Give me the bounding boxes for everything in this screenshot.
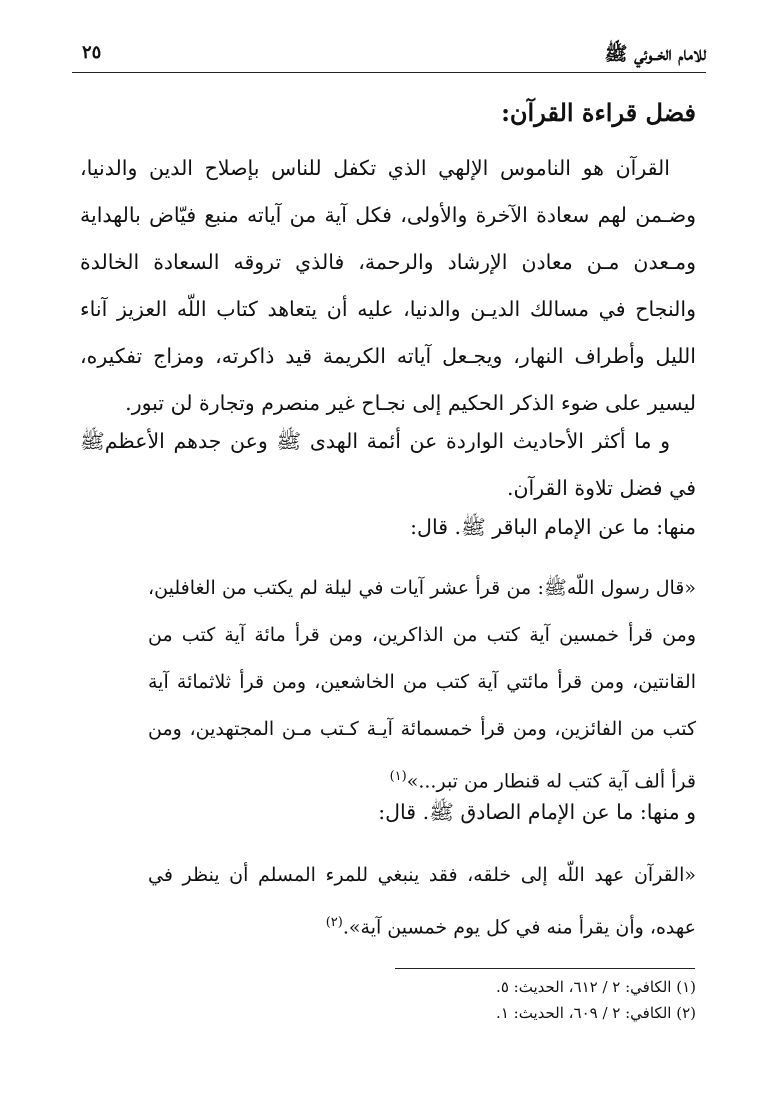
footnote-ref-2: (٢) xyxy=(325,915,343,930)
body-paragraph-1: القرآن هو الناموس الإلهي الذي تكفل للناس بإصلاح الدين والدنيا، وضـمن لهم سعادة الآخرة والأولى، فكل آية من آياته منبع فيّاض بالهداية ومـعدن مـن معادن الإرشاد والرحمة، فالذي تروقه السعادة الخالدة والنجاح في مسالك الديـن والدنيا، عليه أن يتعاهد كتاب اللّه العزيز آناء الليل وأطراف النهار، ويجـعل آياته الكريمة قيد ذاكرته، ومزاج تفكيره، ليسير على ضوء الذكر الحكيم إلى نجـاح غير منصرم وتجارة لن تبور. xyxy=(80,156,696,415)
section-heading: فضل قراءة القرآن: xyxy=(501,98,696,127)
page-number: ٢٥ xyxy=(82,42,102,63)
narration-text-1: «قال رسول اللّهﷺ: من قرأ عشر آيات في ليلة لم يكتب من الغافلين، ومن قرأ خمسين آية كتب من الذاكرين، ومن قرأ مائة آية كتب من القانتين، ومن قرأ مائتي آية كتب من الخاشعين، ومن قرأ ثلاثمائة آية كتب من الفائزين، ومن قرأ خمسمائة آيـة كـتب مـن المجتهدين، ومن قرأ ألف آية كتب له قنطار من تبر...» xyxy=(148,577,696,793)
narration-quote-1 xyxy=(148,565,696,805)
body-paragraph-2: و ما أكثر الأحاديث الواردة عن أئمة الهدى ﷺ وعن جدهم الأعظمﷺ في فضل تلاوة القرآن. xyxy=(80,429,696,500)
narration-intro-2: و منها: ما عن الإمام الصادق ﷺ. قال: xyxy=(378,800,696,824)
running-header xyxy=(72,38,706,73)
narration-quote-2 xyxy=(148,852,696,951)
footnote-ref-1: (١) xyxy=(389,769,407,784)
footnote-1: (١) الكافي: ٢ / ٦١٢، الحديث: ٥. xyxy=(496,978,696,996)
running-title: للامام الخــوئي ﷺ xyxy=(604,43,706,65)
footnotes xyxy=(296,974,696,1026)
narration-text-2: «القرآن عهد اللّه إلى خلقه، فقد ينبغي للمرء المسلم أن ينظر في عهده، وأن يقرأ منه في كل يوم خمسين آية». xyxy=(148,864,696,939)
narration-intro-1: منها: ما عن الإمام الباقر ﷺ. قال: xyxy=(410,515,696,539)
footnote-2: (٢) الكافي: ٢ / ٦٠٩، الحديث: ١. xyxy=(496,1004,696,1022)
footnote-separator xyxy=(395,968,695,969)
